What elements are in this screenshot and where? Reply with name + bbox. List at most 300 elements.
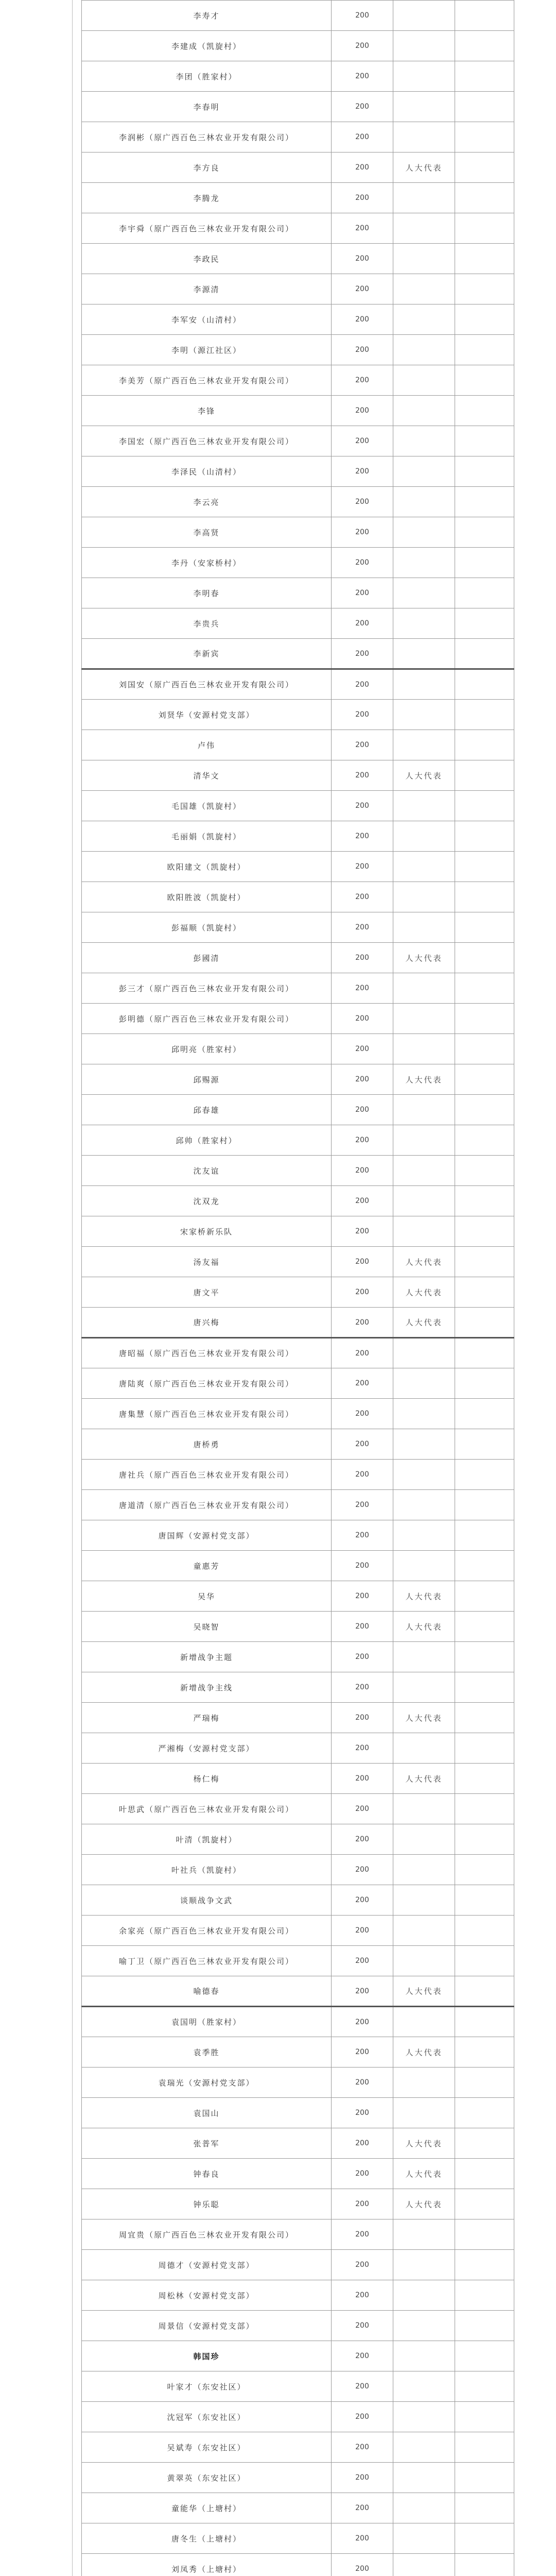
table-row <box>82 852 514 882</box>
amount-cell: 200 <box>332 1520 393 1551</box>
donor-name-cell: 唐集慧（原广西百色三林农业开发有限公司） <box>82 1399 332 1429</box>
amount-cell: 200 <box>332 2067 393 2098</box>
donor-name-cell: 唐兴梅 <box>82 1308 332 1338</box>
donor-name-cell: 李锋 <box>82 396 332 426</box>
donor-name-cell: 邱赐源 <box>82 1064 332 1095</box>
donor-name-cell: 喻德春 <box>82 1976 332 2007</box>
empty-cell <box>455 1612 514 1642</box>
table-row <box>82 1703 514 1733</box>
amount-cell: 200 <box>332 791 393 821</box>
note-cell <box>393 456 455 487</box>
empty-cell <box>455 1824 514 1855</box>
donor-name-cell: 余家亮（原广西百色三林农业开发有限公司） <box>82 1916 332 1946</box>
note-cell: 人大代表 <box>393 1976 455 2007</box>
empty-cell <box>455 1642 514 1672</box>
empty-cell <box>455 791 514 821</box>
table-row <box>82 912 514 943</box>
empty-cell <box>455 2250 514 2280</box>
table-row <box>82 274 514 304</box>
note-cell <box>393 1855 455 1885</box>
donor-name-cell: 沈双龙 <box>82 1186 332 1216</box>
donor-name-cell: 李丹（安家桥村） <box>82 548 332 578</box>
table-row <box>82 1338 514 1368</box>
empty-cell <box>455 2554 514 2576</box>
table-row <box>82 1034 514 1064</box>
empty-cell <box>455 2371 514 2402</box>
amount-cell: 200 <box>332 335 393 365</box>
amount-cell: 200 <box>332 730 393 760</box>
note-cell <box>393 1186 455 1216</box>
note-cell: 人大代表 <box>393 152 455 183</box>
empty-cell <box>455 2098 514 2128</box>
note-cell <box>393 700 455 730</box>
empty-cell <box>455 1216 514 1247</box>
note-cell: 人大代表 <box>393 1308 455 1338</box>
empty-cell <box>455 1034 514 1064</box>
empty-cell <box>455 2037 514 2067</box>
empty-cell <box>455 1125 514 1156</box>
table-row <box>82 2341 514 2371</box>
amount-cell: 200 <box>332 1855 393 1885</box>
note-cell <box>393 2554 455 2576</box>
donor-name-cell: 李建成（凯旋村） <box>82 31 332 61</box>
table-row <box>82 1551 514 1581</box>
empty-cell <box>455 669 514 700</box>
note-cell <box>393 304 455 335</box>
note-cell <box>393 487 455 517</box>
amount-cell: 200 <box>332 1338 393 1368</box>
empty-cell <box>455 1 514 31</box>
amount-cell: 200 <box>332 2341 393 2371</box>
table-row <box>82 31 514 61</box>
donor-name-cell: 吴晓智 <box>82 1612 332 1642</box>
donor-name-cell: 黄翠英（东安社区） <box>82 2463 332 2493</box>
table-row <box>82 2037 514 2067</box>
amount-cell: 200 <box>332 973 393 1004</box>
amount-cell: 200 <box>332 2098 393 2128</box>
amount-cell: 200 <box>332 1824 393 1855</box>
table-row <box>82 304 514 335</box>
empty-cell <box>455 2280 514 2311</box>
note-cell <box>393 183 455 213</box>
empty-cell <box>455 426 514 456</box>
amount-cell: 200 <box>332 61 393 92</box>
note-cell <box>393 517 455 548</box>
table-row <box>82 821 514 852</box>
empty-cell <box>455 2159 514 2189</box>
empty-cell <box>455 1064 514 1095</box>
amount-cell: 200 <box>332 852 393 882</box>
amount-cell: 200 <box>332 2463 393 2493</box>
empty-cell <box>455 1551 514 1581</box>
amount-cell: 200 <box>332 2219 393 2250</box>
donor-name-cell: 沈友谊 <box>82 1156 332 1186</box>
table-row <box>82 1612 514 1642</box>
empty-cell <box>455 1368 514 1399</box>
note-cell <box>393 2007 455 2037</box>
note-cell <box>393 92 455 122</box>
table-row <box>82 61 514 92</box>
donor-name-cell: 韩国珍 <box>82 2341 332 2371</box>
note-cell <box>393 1429 455 1460</box>
empty-cell <box>455 1916 514 1946</box>
donor-name-cell: 严瑞梅 <box>82 1703 332 1733</box>
note-cell <box>393 274 455 304</box>
amount-cell: 200 <box>332 1216 393 1247</box>
table-row <box>82 2219 514 2250</box>
note-cell: 人大代表 <box>393 2189 455 2219</box>
table-row <box>82 1764 514 1794</box>
table-row <box>82 2007 514 2037</box>
empty-cell <box>455 1733 514 1764</box>
donor-name-cell: 袁季胜 <box>82 2037 332 2067</box>
left-divider <box>72 0 73 2576</box>
amount-cell: 200 <box>332 2250 393 2280</box>
donor-name-cell: 唐道清（原广西百色三林农业开发有限公司） <box>82 1490 332 1520</box>
table-row <box>82 456 514 487</box>
donor-name-cell: 刘贤华（安源村党支部） <box>82 700 332 730</box>
note-cell: 人大代表 <box>393 1581 455 1612</box>
amount-cell: 200 <box>332 1095 393 1125</box>
amount-cell: 200 <box>332 213 393 244</box>
donor-name-cell: 张普军 <box>82 2128 332 2159</box>
empty-cell <box>455 608 514 639</box>
empty-cell <box>455 730 514 760</box>
table-row <box>82 760 514 791</box>
empty-cell <box>455 31 514 61</box>
note-cell <box>393 1551 455 1581</box>
donor-name-cell: 袁国明（胜家村） <box>82 2007 332 2037</box>
note-cell <box>393 213 455 244</box>
note-cell <box>393 2523 455 2554</box>
table-row <box>82 2098 514 2128</box>
empty-cell <box>455 1794 514 1824</box>
empty-cell <box>455 821 514 852</box>
amount-cell: 200 <box>332 1612 393 1642</box>
table-row <box>82 1916 514 1946</box>
empty-cell <box>455 2463 514 2493</box>
amount-cell: 200 <box>332 1460 393 1490</box>
donor-name-cell: 李新宾 <box>82 639 332 669</box>
empty-cell <box>455 1885 514 1916</box>
table-row <box>82 973 514 1004</box>
empty-cell <box>455 335 514 365</box>
donor-name-cell: 叶思武（原广西百色三林农业开发有限公司） <box>82 1794 332 1824</box>
note-cell <box>393 1460 455 1490</box>
note-cell <box>393 1794 455 1824</box>
empty-cell <box>455 1520 514 1551</box>
donor-name-cell: 李云亮 <box>82 487 332 517</box>
empty-cell <box>455 92 514 122</box>
donor-name-cell: 严湘梅（安源村党支部） <box>82 1733 332 1764</box>
note-cell: 人大代表 <box>393 2037 455 2067</box>
empty-cell <box>455 1703 514 1733</box>
table-row <box>82 1520 514 1551</box>
empty-cell <box>455 456 514 487</box>
table-row <box>82 1277 514 1308</box>
donor-name-cell: 唐桥勇 <box>82 1429 332 1460</box>
note-cell <box>393 578 455 608</box>
empty-cell <box>455 1186 514 1216</box>
table-row <box>82 608 514 639</box>
amount-cell: 200 <box>332 2493 393 2523</box>
donor-name-cell: 新增战争主题 <box>82 1642 332 1672</box>
amount-cell: 200 <box>332 2189 393 2219</box>
amount-cell: 200 <box>332 2007 393 2037</box>
donor-name-cell: 彭明德（原广西百色三林农业开发有限公司） <box>82 1004 332 1034</box>
empty-cell <box>455 852 514 882</box>
table-row <box>82 396 514 426</box>
donor-name-cell: 清华文 <box>82 760 332 791</box>
donor-name-cell: 叶清（凯旋村） <box>82 1824 332 1855</box>
table-row <box>82 487 514 517</box>
empty-cell <box>455 1095 514 1125</box>
table-row <box>82 2250 514 2280</box>
note-cell <box>393 1642 455 1672</box>
amount-cell: 200 <box>332 1399 393 1429</box>
table-row <box>82 2523 514 2554</box>
amount-cell: 200 <box>332 1703 393 1733</box>
note-cell <box>393 396 455 426</box>
amount-cell: 200 <box>332 2554 393 2576</box>
donor-name-cell: 刘凤秀（上塘村） <box>82 2554 332 2576</box>
amount-cell: 200 <box>332 244 393 274</box>
donor-name-cell: 李高贤 <box>82 517 332 548</box>
amount-cell: 200 <box>332 1064 393 1095</box>
table-row <box>82 1581 514 1612</box>
donor-name-cell: 邱明亮（胜家村） <box>82 1034 332 1064</box>
note-cell <box>393 2280 455 2311</box>
empty-cell <box>455 2523 514 2554</box>
note-cell <box>393 821 455 852</box>
amount-cell: 200 <box>332 1581 393 1612</box>
table-row <box>82 1429 514 1460</box>
amount-cell: 200 <box>332 31 393 61</box>
donor-name-cell: 唐冬生（上塘村） <box>82 2523 332 2554</box>
note-cell <box>393 669 455 700</box>
amount-cell: 200 <box>332 274 393 304</box>
donor-name-cell: 周景信（安源村党支部） <box>82 2311 332 2341</box>
note-cell <box>393 2432 455 2463</box>
amount-cell: 200 <box>332 548 393 578</box>
amount-cell: 200 <box>332 943 393 973</box>
note-cell <box>393 1338 455 1368</box>
note-cell: 人大代表 <box>393 1764 455 1794</box>
table-row <box>82 1490 514 1520</box>
donor-name-cell: 钟春良 <box>82 2159 332 2189</box>
amount-cell: 200 <box>332 669 393 700</box>
empty-cell <box>455 2493 514 2523</box>
note-cell <box>393 1034 455 1064</box>
note-cell: 人大代表 <box>393 2128 455 2159</box>
empty-cell <box>455 244 514 274</box>
table-row <box>82 365 514 396</box>
note-cell <box>393 1216 455 1247</box>
donor-name-cell: 李方良 <box>82 152 332 183</box>
table-row <box>82 517 514 548</box>
donor-name-cell: 杨仁梅 <box>82 1764 332 1794</box>
note-cell: 人大代表 <box>393 1064 455 1095</box>
empty-cell <box>455 1277 514 1308</box>
empty-cell <box>455 396 514 426</box>
amount-cell: 200 <box>332 1490 393 1520</box>
amount-cell: 200 <box>332 1733 393 1764</box>
amount-cell: 200 <box>332 396 393 426</box>
donor-name-cell: 李团（胜家村） <box>82 61 332 92</box>
note-cell <box>393 2098 455 2128</box>
amount-cell: 200 <box>332 1916 393 1946</box>
empty-cell <box>455 1672 514 1703</box>
amount-cell: 200 <box>332 487 393 517</box>
amount-cell: 200 <box>332 639 393 669</box>
donor-name-cell: 刘国安（原广西百色三林农业开发有限公司） <box>82 669 332 700</box>
note-cell <box>393 1824 455 1855</box>
donor-name-cell: 李美芳（原广西百色三林农业开发有限公司） <box>82 365 332 396</box>
note-cell <box>393 61 455 92</box>
donor-name-cell: 童能华（上塘村） <box>82 2493 332 2523</box>
note-cell <box>393 1125 455 1156</box>
note-cell <box>393 426 455 456</box>
amount-cell: 200 <box>332 1156 393 1186</box>
amount-cell: 200 <box>332 1034 393 1064</box>
amount-cell: 200 <box>332 700 393 730</box>
amount-cell: 200 <box>332 1277 393 1308</box>
table-row <box>82 335 514 365</box>
donor-name-cell: 袁国山 <box>82 2098 332 2128</box>
note-cell <box>393 1095 455 1125</box>
donor-name-cell: 欧阳建文（凯旋村） <box>82 852 332 882</box>
donor-name-cell: 宋家桥新乐队 <box>82 1216 332 1247</box>
amount-cell: 200 <box>332 608 393 639</box>
donor-name-cell: 新增战争主线 <box>82 1672 332 1703</box>
donor-name-cell: 吴斌寿（东安社区） <box>82 2432 332 2463</box>
donor-name-cell: 周松林（安源村党支部） <box>82 2280 332 2311</box>
table-row <box>82 1156 514 1186</box>
donor-name-cell: 童惠芳 <box>82 1551 332 1581</box>
amount-cell: 200 <box>332 2523 393 2554</box>
donor-name-cell: 李明春 <box>82 578 332 608</box>
note-cell <box>393 2341 455 2371</box>
note-cell <box>393 791 455 821</box>
empty-cell <box>455 882 514 912</box>
donor-name-cell: 彭三才（原广西百色三林农业开发有限公司） <box>82 973 332 1004</box>
empty-cell <box>455 122 514 152</box>
table-row <box>82 244 514 274</box>
empty-cell <box>455 274 514 304</box>
donor-name-cell: 李寿才 <box>82 1 332 31</box>
donor-name-cell: 李宇舜（原广西百色三林农业开发有限公司） <box>82 213 332 244</box>
amount-cell: 200 <box>332 2037 393 2067</box>
amount-cell: 200 <box>332 1 393 31</box>
empty-cell <box>455 2219 514 2250</box>
empty-cell <box>455 1581 514 1612</box>
empty-cell <box>455 1156 514 1186</box>
table-row <box>82 791 514 821</box>
table-row <box>82 1308 514 1338</box>
note-cell <box>393 2463 455 2493</box>
empty-cell <box>455 1004 514 1034</box>
donor-name-cell: 谈顺战争文武 <box>82 1885 332 1916</box>
note-cell <box>393 1946 455 1976</box>
donor-name-cell: 汤友福 <box>82 1247 332 1277</box>
amount-cell: 200 <box>332 760 393 791</box>
donor-name-cell: 唐文平 <box>82 1277 332 1308</box>
empty-cell <box>455 548 514 578</box>
empty-cell <box>455 1460 514 1490</box>
empty-cell <box>455 1855 514 1885</box>
empty-cell <box>455 1247 514 1277</box>
donor-name-cell: 李润彬（原广西百色三林农业开发有限公司） <box>82 122 332 152</box>
empty-cell <box>455 183 514 213</box>
table-row <box>82 2402 514 2432</box>
table-row <box>82 1004 514 1034</box>
table-row <box>82 700 514 730</box>
amount-cell: 200 <box>332 1186 393 1216</box>
note-cell <box>393 31 455 61</box>
note-cell <box>393 2250 455 2280</box>
empty-cell <box>455 578 514 608</box>
empty-cell <box>455 2311 514 2341</box>
empty-cell <box>455 1308 514 1338</box>
table-row <box>82 426 514 456</box>
note-cell: 人大代表 <box>393 760 455 791</box>
note-cell: 人大代表 <box>393 1612 455 1642</box>
amount-cell: 200 <box>332 456 393 487</box>
donor-name-cell: 欧阳胜波（凯旋村） <box>82 882 332 912</box>
donor-name-cell: 毛丽娟（凯旋村） <box>82 821 332 852</box>
table-row <box>82 1 514 31</box>
note-cell <box>393 2311 455 2341</box>
note-cell <box>393 639 455 669</box>
empty-cell <box>455 1338 514 1368</box>
note-cell: 人大代表 <box>393 1247 455 1277</box>
amount-cell: 200 <box>332 1308 393 1338</box>
amount-cell: 200 <box>332 1946 393 1976</box>
empty-cell <box>455 2067 514 2098</box>
amount-cell: 200 <box>332 152 393 183</box>
empty-cell <box>455 2341 514 2371</box>
donor-name-cell: 唐国辉（安源村党支部） <box>82 1520 332 1551</box>
amount-cell: 200 <box>332 2128 393 2159</box>
empty-cell <box>455 1976 514 2007</box>
table-row <box>82 2493 514 2523</box>
amount-cell: 200 <box>332 183 393 213</box>
empty-cell <box>455 639 514 669</box>
donor-name-cell: 周德才（安源村党支部） <box>82 2250 332 2280</box>
table-row <box>82 2128 514 2159</box>
amount-cell: 200 <box>332 1764 393 1794</box>
donor-name-cell: 邱春雄 <box>82 1095 332 1125</box>
amount-cell: 200 <box>332 1672 393 1703</box>
table-row <box>82 1642 514 1672</box>
note-cell <box>393 335 455 365</box>
donation-table <box>81 0 514 2576</box>
empty-cell <box>455 760 514 791</box>
table-row <box>82 2311 514 2341</box>
donor-name-cell: 李政民 <box>82 244 332 274</box>
empty-cell <box>455 213 514 244</box>
donor-name-cell: 钟乐聪 <box>82 2189 332 2219</box>
table-row <box>82 1247 514 1277</box>
empty-cell <box>455 1764 514 1794</box>
donor-name-cell: 叶家才（东安社区） <box>82 2371 332 2402</box>
table-row <box>82 2554 514 2576</box>
donor-name-cell: 李春明 <box>82 92 332 122</box>
table-row <box>82 1216 514 1247</box>
table-row <box>82 1368 514 1399</box>
table-row <box>82 152 514 183</box>
note-cell <box>393 2493 455 2523</box>
